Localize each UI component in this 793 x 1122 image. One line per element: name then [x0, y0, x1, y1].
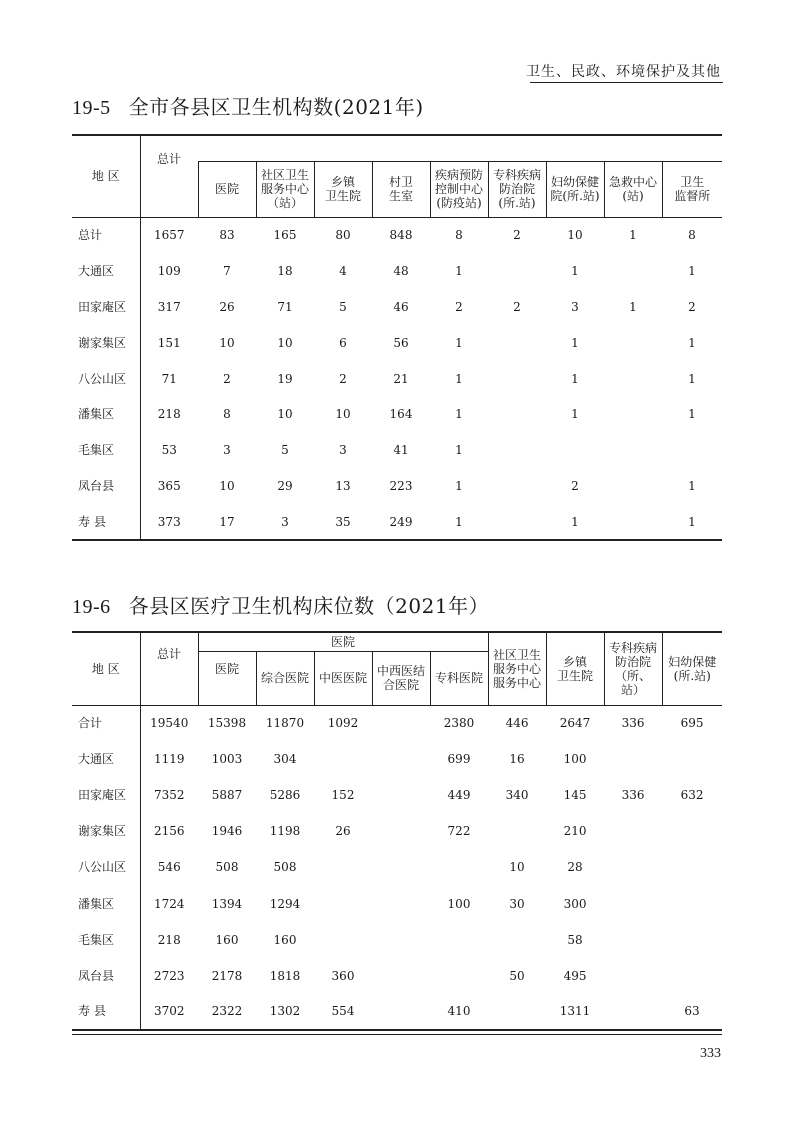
- table2-col-header-hospital: 医院: [198, 651, 256, 705]
- table2-header-region: 地 区: [72, 632, 140, 705]
- value-cell: 8: [688, 228, 696, 243]
- value-cell: 10: [509, 860, 525, 875]
- value-cell: 2: [513, 228, 521, 243]
- value-cell: 446: [505, 716, 529, 731]
- running-head: 卫生、民政、环境保护及其他: [526, 64, 721, 80]
- table1-number: 19-5: [72, 97, 111, 119]
- header-line: 防治院: [615, 654, 652, 669]
- region-cell: 寿 县: [72, 994, 140, 1030]
- value-cell: 71: [161, 371, 177, 386]
- value-cell: 10: [219, 479, 235, 494]
- region-cell: 寿 县: [72, 504, 140, 540]
- value-cell: 8: [455, 228, 463, 243]
- value-cell: [604, 958, 662, 994]
- value-cell: 3702: [153, 1004, 185, 1019]
- table-row: [72, 813, 722, 849]
- value-cell: [604, 885, 662, 921]
- value-cell: 2322: [211, 1004, 243, 1019]
- value-cell: 7: [223, 263, 231, 278]
- value-cell: 1: [688, 335, 696, 350]
- value-cell: [372, 777, 430, 813]
- value-cell: 50: [509, 968, 525, 983]
- value-cell: 495: [563, 968, 587, 983]
- header-line: 服务中心: [493, 661, 542, 676]
- value-cell: [430, 922, 488, 958]
- value-cell: [662, 958, 722, 994]
- value-cell: 17: [219, 514, 235, 529]
- value-cell: 26: [335, 824, 351, 839]
- value-cell: 1: [688, 407, 696, 422]
- value-cell: [430, 958, 488, 994]
- value-cell: 218: [157, 407, 181, 422]
- value-cell: [314, 741, 372, 777]
- value-cell: 1294: [269, 896, 301, 911]
- region-cell: 毛集区: [72, 432, 140, 468]
- table2-col-header: [372, 651, 430, 705]
- table2-col-header: [314, 651, 372, 705]
- value-cell: [662, 849, 722, 885]
- region-cell: 田家庵区: [72, 777, 140, 813]
- value-cell: 508: [273, 860, 297, 875]
- region-cell: 田家庵区: [72, 289, 140, 325]
- table-row: [72, 432, 722, 468]
- value-cell: 46: [393, 299, 409, 314]
- table1-col-header-line: 妇幼保健: [550, 175, 599, 189]
- value-cell: 15398: [207, 716, 247, 731]
- value-cell: 2: [571, 479, 579, 494]
- region-cell: 谢家集区: [72, 325, 140, 361]
- value-cell: [604, 813, 662, 849]
- value-cell: 164: [389, 407, 413, 422]
- table1-col-header: [546, 161, 604, 217]
- table1-body: [72, 217, 722, 540]
- value-cell: [604, 361, 662, 397]
- value-cell: 10: [219, 335, 235, 350]
- value-cell: 7352: [153, 788, 185, 803]
- value-cell: 1: [455, 479, 463, 494]
- header-line: (所.站): [673, 668, 711, 683]
- value-cell: 10: [277, 335, 293, 350]
- table1-col-header-line: 急救中心: [608, 175, 657, 189]
- table2-header-total: 总计: [140, 632, 198, 705]
- value-cell: [488, 994, 546, 1030]
- value-cell: 26: [219, 299, 235, 314]
- value-cell: [488, 253, 546, 289]
- table1-col-header-line: 卫生: [680, 175, 705, 189]
- table2-title: [72, 590, 489, 619]
- table2-header-mch: [662, 632, 722, 705]
- table1-col-header-line: 疾病预防: [434, 168, 483, 182]
- value-cell: 218: [157, 932, 181, 947]
- value-cell: 1657: [153, 228, 185, 243]
- value-cell: 1946: [211, 824, 243, 839]
- value-cell: 2380: [443, 716, 475, 731]
- page-bottom-rule: [72, 1034, 722, 1035]
- value-cell: 41: [393, 443, 409, 458]
- table-row: [72, 922, 722, 958]
- table-row: [72, 361, 722, 397]
- table-row: [72, 468, 722, 504]
- value-cell: [488, 361, 546, 397]
- table2-col-header: [430, 651, 488, 705]
- region-cell: 八公山区: [72, 849, 140, 885]
- table1-col-header-line: 生室: [388, 189, 413, 203]
- value-cell: 3: [339, 443, 347, 458]
- value-cell: 1: [571, 371, 579, 386]
- value-cell: 1818: [269, 968, 301, 983]
- region-cell: 总计: [72, 217, 140, 253]
- header-line: 专科疾病: [609, 640, 658, 655]
- value-cell: [604, 468, 662, 504]
- value-cell: 160: [273, 932, 297, 947]
- value-cell: [662, 813, 722, 849]
- value-cell: 546: [157, 860, 181, 875]
- value-cell: 5: [281, 443, 289, 458]
- value-cell: 5887: [211, 788, 243, 803]
- value-cell: [430, 849, 488, 885]
- table-row: [72, 396, 722, 432]
- table1-col-header-line: (防疫站): [436, 196, 482, 210]
- table-row: [72, 504, 722, 540]
- value-cell: 2178: [211, 968, 243, 983]
- table1-col-header-line: (站): [622, 189, 644, 203]
- value-cell: 2: [339, 371, 347, 386]
- table1-col-header-line: 专科疾病: [492, 168, 541, 182]
- table1-col-header-line: 防治院: [498, 182, 535, 196]
- value-cell: [488, 396, 546, 432]
- value-cell: 18: [277, 263, 293, 278]
- value-cell: 1311: [559, 1004, 591, 1019]
- value-cell: 365: [157, 479, 181, 494]
- table2-col-header-line: 中医医院: [318, 671, 367, 685]
- value-cell: 210: [563, 824, 587, 839]
- value-cell: 63: [684, 1004, 700, 1019]
- table1-header-total: 总计: [140, 135, 198, 217]
- value-cell: 160: [215, 932, 239, 947]
- table-row: [72, 885, 722, 921]
- value-cell: 16: [509, 752, 525, 767]
- table2-col-header-line: 专科医院: [435, 671, 484, 685]
- region-cell: 大通区: [72, 253, 140, 289]
- table1-col-header: [372, 161, 430, 217]
- table2-col-header-line: 中西医结: [376, 664, 425, 678]
- value-cell: 30: [509, 896, 525, 911]
- value-cell: [372, 705, 430, 741]
- value-cell: 80: [335, 228, 351, 243]
- region-cell: 凤台县: [72, 958, 140, 994]
- value-cell: [604, 253, 662, 289]
- value-cell: [314, 885, 372, 921]
- value-cell: 336: [621, 788, 645, 803]
- table2-col-header-line: 合医院: [382, 678, 419, 692]
- table1-col-header-line: 服务中心: [260, 182, 309, 196]
- value-cell: 1: [455, 371, 463, 386]
- table1-col-header-line: 卫生院: [324, 189, 361, 203]
- table-row: [72, 994, 722, 1030]
- value-cell: 56: [393, 335, 409, 350]
- header-line: 服务中心: [493, 675, 542, 690]
- value-cell: [604, 849, 662, 885]
- table1-col-header-line: （站）: [266, 196, 303, 210]
- table1-col-header: [488, 161, 546, 217]
- table1-col-header-line: 控制中心: [434, 182, 483, 196]
- value-cell: 13: [335, 479, 351, 494]
- table-row: [72, 705, 722, 741]
- value-cell: 58: [567, 932, 583, 947]
- value-cell: 1: [629, 299, 637, 314]
- table-row: [72, 958, 722, 994]
- value-cell: 109: [157, 263, 181, 278]
- table1-header-spacer: [198, 135, 722, 161]
- table-row: [72, 253, 722, 289]
- value-cell: 1302: [269, 1004, 301, 1019]
- value-cell: [604, 741, 662, 777]
- value-cell: 340: [505, 788, 529, 803]
- region-cell: 合计: [72, 705, 140, 741]
- table-row: [72, 217, 722, 253]
- value-cell: [372, 958, 430, 994]
- value-cell: 2723: [153, 968, 185, 983]
- header-line: 站）: [621, 682, 646, 697]
- value-cell: 10: [277, 407, 293, 422]
- value-cell: 1: [688, 479, 696, 494]
- header-line: （所、: [615, 668, 652, 683]
- value-cell: [372, 994, 430, 1030]
- value-cell: 360: [331, 968, 355, 983]
- value-cell: 35: [335, 514, 351, 529]
- value-cell: 1: [455, 514, 463, 529]
- region-cell: 凤台县: [72, 468, 140, 504]
- value-cell: 29: [277, 479, 293, 494]
- table1-col-header-line: 村卫: [388, 175, 413, 189]
- table1-col-header-line: 监督所: [674, 189, 711, 203]
- value-cell: 151: [157, 335, 181, 350]
- table2-col-header: [256, 651, 314, 705]
- table1-title: [72, 91, 424, 120]
- value-cell: 145: [563, 788, 587, 803]
- value-cell: 11870: [265, 716, 305, 731]
- value-cell: 508: [215, 860, 239, 875]
- value-cell: 5286: [269, 788, 301, 803]
- value-cell: 848: [389, 228, 413, 243]
- value-cell: [604, 325, 662, 361]
- value-cell: [604, 504, 662, 540]
- value-cell: 1: [688, 514, 696, 529]
- value-cell: [662, 885, 722, 921]
- table1-col-header: [198, 161, 256, 217]
- header-line: 卫生院: [557, 668, 594, 683]
- table1-col-header: [256, 161, 314, 217]
- table1-title-text: 全市各县区卫生机构数(2021年): [128, 95, 424, 119]
- value-cell: 1: [455, 335, 463, 350]
- table1-header-region: 地 区: [72, 135, 140, 217]
- value-cell: 699: [447, 752, 471, 767]
- value-cell: 1: [688, 371, 696, 386]
- table-row: [72, 849, 722, 885]
- table1-col-header: [604, 161, 662, 217]
- value-cell: 1724: [153, 896, 185, 911]
- region-cell: 谢家集区: [72, 813, 140, 849]
- value-cell: [662, 741, 722, 777]
- value-cell: 300: [563, 896, 587, 911]
- value-cell: [314, 849, 372, 885]
- header-line: 社区卫生: [493, 647, 542, 662]
- table2-number: 19-6: [72, 596, 111, 618]
- value-cell: 19540: [150, 716, 189, 731]
- value-cell: 19: [277, 371, 293, 386]
- value-cell: 1003: [211, 752, 243, 767]
- table2: [72, 631, 722, 1031]
- value-cell: 6: [339, 335, 347, 350]
- value-cell: 1119: [153, 752, 185, 767]
- table1-col-header: [314, 161, 372, 217]
- table1-col-header-line: 社区卫生: [260, 168, 309, 182]
- value-cell: [662, 922, 722, 958]
- value-cell: 1: [629, 228, 637, 243]
- value-cell: 3: [223, 443, 231, 458]
- value-cell: 1: [455, 407, 463, 422]
- value-cell: 1394: [211, 896, 243, 911]
- value-cell: 1: [571, 263, 579, 278]
- value-cell: [546, 432, 604, 468]
- value-cell: 1: [688, 263, 696, 278]
- value-cell: [488, 504, 546, 540]
- value-cell: 2647: [559, 716, 591, 731]
- value-cell: [372, 849, 430, 885]
- value-cell: [604, 922, 662, 958]
- value-cell: [604, 994, 662, 1030]
- table1-col-header-line: (所.站): [498, 196, 536, 210]
- table-row: [72, 777, 722, 813]
- table-row: [72, 289, 722, 325]
- value-cell: 317: [157, 299, 181, 314]
- table2-body: [72, 705, 722, 1030]
- value-cell: 83: [219, 228, 235, 243]
- value-cell: [604, 432, 662, 468]
- value-cell: 1: [571, 407, 579, 422]
- value-cell: 4: [339, 263, 347, 278]
- region-cell: 潘集区: [72, 885, 140, 921]
- value-cell: 2: [455, 299, 463, 314]
- value-cell: [314, 922, 372, 958]
- region-cell: 大通区: [72, 741, 140, 777]
- table1-col-header-line: 院(所.站): [550, 189, 600, 203]
- value-cell: 373: [157, 514, 181, 529]
- header-line: 乡镇: [563, 654, 588, 669]
- table2-col-header-line: 综合医院: [260, 671, 309, 685]
- value-cell: [604, 396, 662, 432]
- table2-header-specialty: [604, 632, 662, 705]
- value-cell: 695: [680, 716, 704, 731]
- value-cell: [488, 325, 546, 361]
- value-cell: 632: [680, 788, 704, 803]
- value-cell: 336: [621, 716, 645, 731]
- value-cell: 223: [389, 479, 413, 494]
- value-cell: [488, 922, 546, 958]
- value-cell: 10: [335, 407, 351, 422]
- value-cell: 1: [455, 443, 463, 458]
- page-number: 333: [700, 1046, 721, 1061]
- table1-col-header: [662, 161, 722, 217]
- value-cell: 2: [688, 299, 696, 314]
- value-cell: 1: [571, 335, 579, 350]
- value-cell: 249: [389, 514, 413, 529]
- value-cell: [488, 432, 546, 468]
- value-cell: 10: [567, 228, 583, 243]
- region-cell: 毛集区: [72, 922, 140, 958]
- table1-col-header: [430, 161, 488, 217]
- value-cell: 304: [273, 752, 297, 767]
- value-cell: 100: [447, 896, 471, 911]
- table2-header-community: [488, 632, 546, 705]
- value-cell: 48: [393, 263, 409, 278]
- value-cell: 100: [563, 752, 587, 767]
- value-cell: 3: [571, 299, 579, 314]
- value-cell: 71: [277, 299, 293, 314]
- value-cell: 2: [223, 371, 231, 386]
- value-cell: 722: [447, 824, 471, 839]
- value-cell: [372, 885, 430, 921]
- value-cell: [372, 741, 430, 777]
- value-cell: [662, 432, 722, 468]
- value-cell: 1: [455, 263, 463, 278]
- value-cell: 3: [281, 514, 289, 529]
- value-cell: 449: [447, 788, 471, 803]
- value-cell: 53: [161, 443, 177, 458]
- value-cell: 21: [393, 371, 409, 386]
- value-cell: 2156: [153, 824, 185, 839]
- value-cell: 5: [339, 299, 347, 314]
- table2-header-hospital-group: 医院: [198, 632, 488, 651]
- value-cell: 1: [571, 514, 579, 529]
- region-cell: 潘集区: [72, 396, 140, 432]
- value-cell: [488, 468, 546, 504]
- value-cell: [372, 813, 430, 849]
- value-cell: 1092: [327, 716, 359, 731]
- table1-col-header-line: 乡镇: [330, 175, 355, 189]
- running-head-rule: [530, 82, 723, 83]
- header-line: 妇幼保健: [668, 654, 717, 669]
- table1-col-header-line: 医院: [214, 182, 239, 196]
- value-cell: 554: [331, 1004, 355, 1019]
- value-cell: 8: [223, 407, 231, 422]
- value-cell: 1198: [269, 824, 301, 839]
- region-cell: 八公山区: [72, 361, 140, 397]
- table1: [72, 134, 722, 541]
- value-cell: 28: [567, 860, 583, 875]
- value-cell: 410: [447, 1004, 471, 1019]
- value-cell: [488, 813, 546, 849]
- table2-header-township: [546, 632, 604, 705]
- value-cell: 165: [273, 228, 297, 243]
- table2-title-text: 各县区医疗卫生机构床位数（2021年）: [128, 594, 490, 618]
- table-row: [72, 741, 722, 777]
- table-row: [72, 325, 722, 361]
- value-cell: 2: [513, 299, 521, 314]
- value-cell: 152: [331, 788, 355, 803]
- value-cell: [372, 922, 430, 958]
